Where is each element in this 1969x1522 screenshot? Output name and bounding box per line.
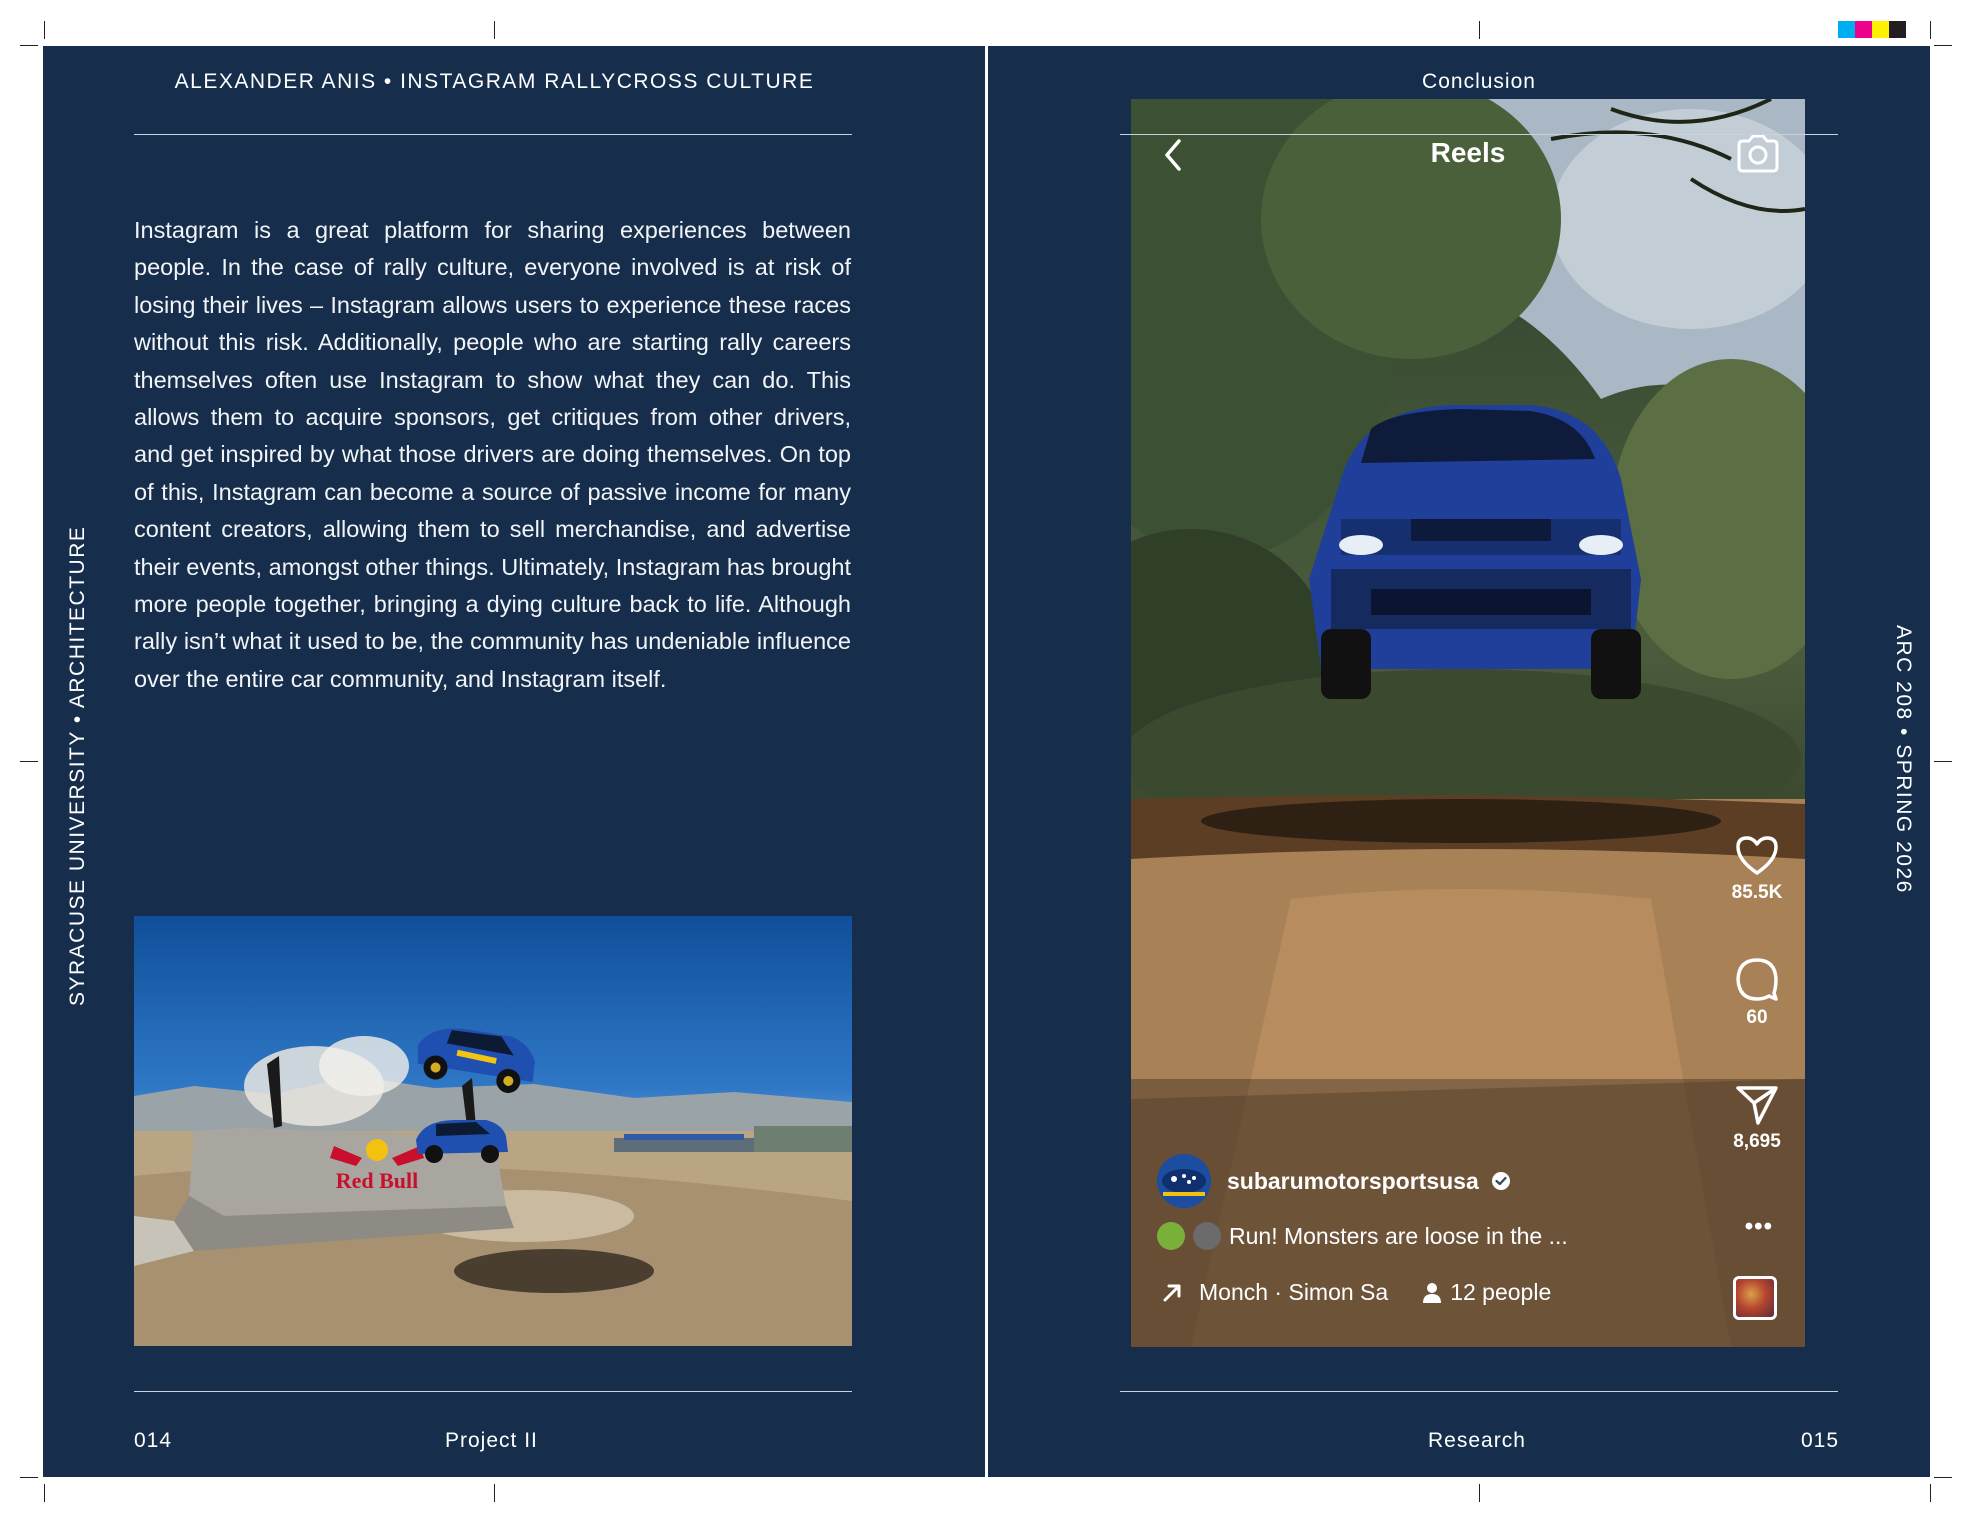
running-head-left: ALEXANDER ANIS • INSTAGRAM RALLYCROSS CULTURE xyxy=(174,70,815,93)
crop-mark xyxy=(1930,21,1931,39)
comment-count: 60 xyxy=(1746,1007,1768,1028)
comment-icon[interactable] xyxy=(1734,957,1780,1001)
footer-section-right: Research xyxy=(1428,1429,1526,1452)
red-bull-sign-text: Red Bull xyxy=(335,1168,419,1193)
black-swatch xyxy=(1889,21,1906,38)
top-rule-left xyxy=(134,134,852,135)
crop-mark xyxy=(1934,761,1952,762)
camera-icon[interactable] xyxy=(1735,133,1779,173)
crop-mark xyxy=(44,21,45,39)
like-count: 85.5K xyxy=(1731,882,1783,903)
crop-mark xyxy=(1934,45,1952,46)
crop-mark xyxy=(1479,21,1480,39)
bottom-rule-left xyxy=(134,1391,852,1392)
vertical-label-left: SYRACUSE UNIVERSITY • ARCHITECTURE xyxy=(66,525,89,1006)
crop-mark xyxy=(494,21,495,39)
cyan-swatch xyxy=(1838,21,1855,38)
page-number-left: 014 xyxy=(134,1429,173,1452)
left-page xyxy=(43,46,985,1477)
reel-caption[interactable] xyxy=(1157,1222,1568,1250)
comment-action[interactable] xyxy=(1727,957,1787,1029)
audio-row[interactable] xyxy=(1161,1279,1551,1306)
crop-mark xyxy=(20,761,38,762)
body-paragraph: Instagram is a great platform for sharing experiences between people. In the case of rally culture, everyone involved is at risk of losing their lives – Instagram allows users to experience these races without this risk. Additionally, people who are starting rally careers themselves often use Instagram to show what they can do. This allows them to acquire sponsors, get critiques from other drivers, and get inspired by what those drivers are doing themselves. On top of this, Instagram can become a source of passive income for many content creators, allowing them to sell merchandise, and advertise their events, amongst other things. Ultimately, Instagram has brought more people together, bringing a dying culture back to life. Although rally isn’t what it used to be, the community has undeniable influence over the entire car community, and Instagram itself. xyxy=(134,217,851,692)
verified-icon xyxy=(1491,1171,1511,1191)
caption-text: Run! Monsters are loose in the ... xyxy=(1229,1222,1568,1249)
subaru-logo-icon xyxy=(1157,1154,1211,1208)
registration-color-bar xyxy=(1838,21,1906,38)
bottom-rule-right xyxy=(1120,1391,1838,1392)
yellow-swatch xyxy=(1872,21,1889,38)
audio-track-name[interactable]: Monch · Simon Sa xyxy=(1199,1279,1389,1305)
share-action[interactable] xyxy=(1727,1083,1787,1153)
vertical-label-right: ARC 208 • SPRING 2026 xyxy=(1892,625,1915,894)
arrow-icon xyxy=(1161,1282,1183,1304)
crop-mark xyxy=(494,1484,495,1502)
monster-emoji-icon xyxy=(1157,1222,1185,1250)
crop-mark xyxy=(1934,1477,1952,1478)
person-icon xyxy=(1422,1282,1442,1304)
reel-author-row[interactable] xyxy=(1157,1154,1511,1208)
crop-mark xyxy=(44,1484,45,1502)
author-avatar[interactable] xyxy=(1157,1154,1211,1208)
running-head-right: Conclusion xyxy=(1422,70,1536,93)
crop-mark xyxy=(1479,1484,1480,1502)
tagged-people[interactable] xyxy=(1422,1279,1551,1306)
tagged-people-count: 12 people xyxy=(1450,1279,1552,1305)
more-icon[interactable]: ••• xyxy=(1744,1213,1773,1240)
gorilla-emoji-icon xyxy=(1193,1222,1221,1250)
reel-top-bar xyxy=(1131,129,1805,179)
reels-title: Reels xyxy=(1430,137,1506,168)
author-username[interactable]: subarumotorsportsusa xyxy=(1227,1167,1479,1194)
rally-photo xyxy=(134,916,852,1346)
audio-cover-thumbnail[interactable] xyxy=(1733,1276,1777,1320)
instagram-reel-screenshot xyxy=(1131,99,1805,1347)
rally-photo-illustration xyxy=(134,916,852,1346)
top-rule-right xyxy=(1120,134,1838,135)
heart-icon[interactable] xyxy=(1734,834,1780,876)
share-count: 8,695 xyxy=(1733,1131,1781,1152)
like-action[interactable] xyxy=(1727,834,1787,904)
footer-section-left: Project II xyxy=(445,1429,538,1452)
send-icon[interactable] xyxy=(1734,1083,1780,1125)
crop-mark xyxy=(20,1477,38,1478)
crop-mark xyxy=(1930,1484,1931,1502)
right-page xyxy=(988,46,1930,1477)
crop-mark xyxy=(20,45,38,46)
magenta-swatch xyxy=(1855,21,1872,38)
page-number-right: 015 xyxy=(1801,1429,1840,1452)
